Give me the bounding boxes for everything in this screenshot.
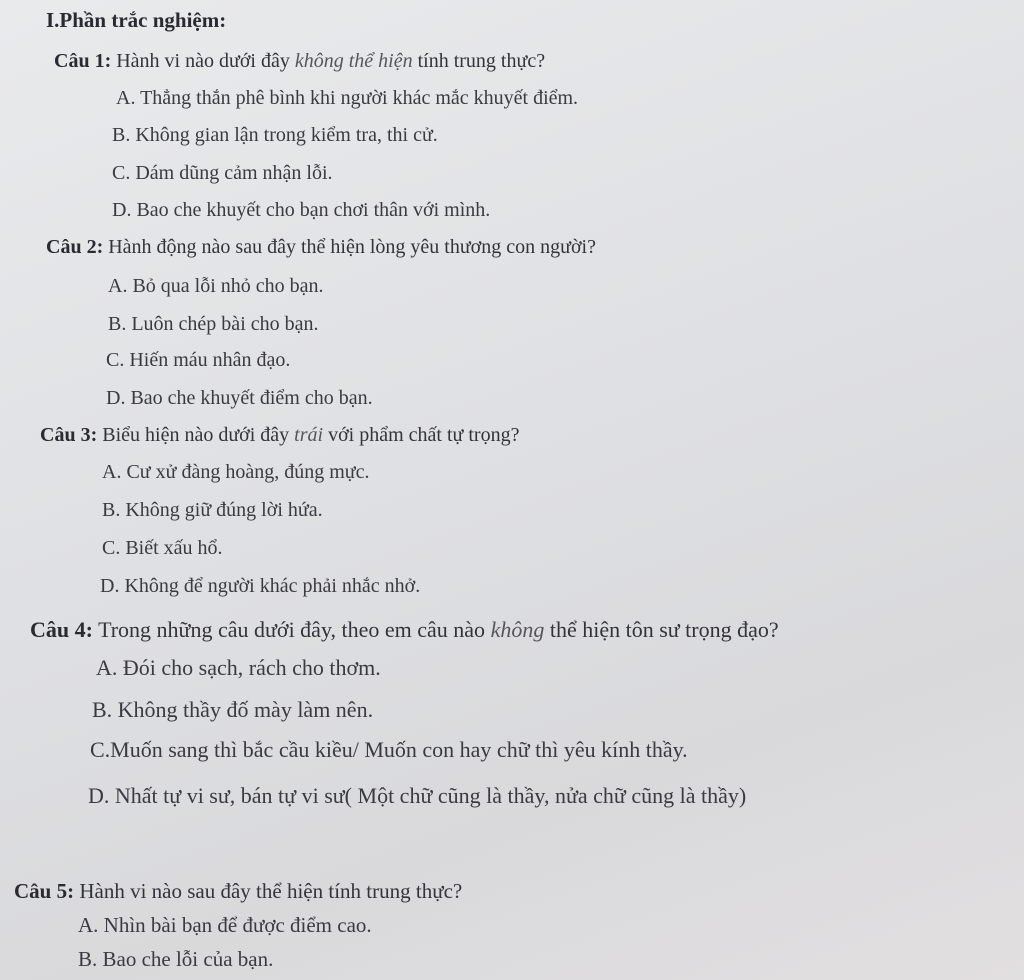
question-1-text xyxy=(54,50,545,73)
question-text: Biểu hiện nào dưới đây xyxy=(102,424,290,446)
option-a: A. Đói cho sạch, rách cho thơm. xyxy=(96,655,381,680)
option-b: B. Không giữ đúng lời hứa. xyxy=(102,499,323,521)
question-label: Câu 2: xyxy=(46,236,104,258)
question-label: Câu 3: xyxy=(40,424,98,446)
option-c: C. Biết xấu hổ. xyxy=(102,537,223,559)
question-label: Câu 4: xyxy=(30,617,93,642)
question-emphasis: không thể hiện xyxy=(294,50,413,72)
option-b: B. Không gian lận trong kiểm tra, thi cử. xyxy=(112,124,438,146)
option-b: B. Luôn chép bài cho bạn. xyxy=(108,313,319,335)
question-label: Câu 1: xyxy=(54,50,112,72)
question-text: tính trung thực? xyxy=(417,50,546,72)
option-c: C. Hiến máu nhân đạo. xyxy=(106,349,291,371)
option-d: D. Bao che khuyết điểm cho bạn. xyxy=(106,387,373,409)
option-c: C. Dám dũng cảm nhận lỗi. xyxy=(112,162,333,184)
option-c: C.Muốn sang thì bắc cầu kiều/ Muốn con hay chữ thì yêu kính thầy. xyxy=(90,737,688,762)
question-text: với phẩm chất tự trọng? xyxy=(328,424,520,446)
question-2-text xyxy=(46,236,596,259)
option-b: B. Không thầy đố mày làm nên. xyxy=(92,697,374,722)
option-a: A. Nhìn bài bạn để được điểm cao. xyxy=(78,913,372,937)
question-text: Hành vi nào sau đây thể hiện tính trung thực? xyxy=(79,879,463,903)
question-text: Hành động nào sau đây thể hiện lòng yêu thương con người? xyxy=(108,236,596,258)
option-d: D. Không để người khác phải nhắc nhở. xyxy=(100,575,421,597)
option-a: A. Cư xử đàng hoàng, đúng mực. xyxy=(102,461,370,483)
question-text: thể hiện tôn sư trọng đạo? xyxy=(549,617,779,642)
option-d: D. Bao che khuyết cho bạn chơi thân với mình. xyxy=(112,199,491,221)
option-b: B. Bao che lỗi của bạn. xyxy=(78,947,274,971)
question-emphasis: trái xyxy=(294,424,324,446)
question-4-text xyxy=(30,617,779,643)
option-a: A. Bỏ qua lỗi nhỏ cho bạn. xyxy=(108,275,324,297)
question-3-text xyxy=(40,424,519,447)
question-emphasis: không xyxy=(490,617,545,642)
question-5-text xyxy=(14,879,462,904)
option-d: D. Nhất tự vi sư, bán tự vi sư( Một chữ cũng là thầy, nửa chữ cũng là thầy) xyxy=(88,783,747,808)
question-text: Hành vi nào dưới đây xyxy=(116,50,290,72)
question-text: Trong những câu dưới đây, theo em câu nào xyxy=(98,617,486,642)
section-title: I.Phần trắc nghiệm: xyxy=(46,8,227,32)
question-label: Câu 5: xyxy=(14,879,75,903)
option-a: A. Thẳng thắn phê bình khi người khác mắc khuyết điểm. xyxy=(116,87,579,109)
